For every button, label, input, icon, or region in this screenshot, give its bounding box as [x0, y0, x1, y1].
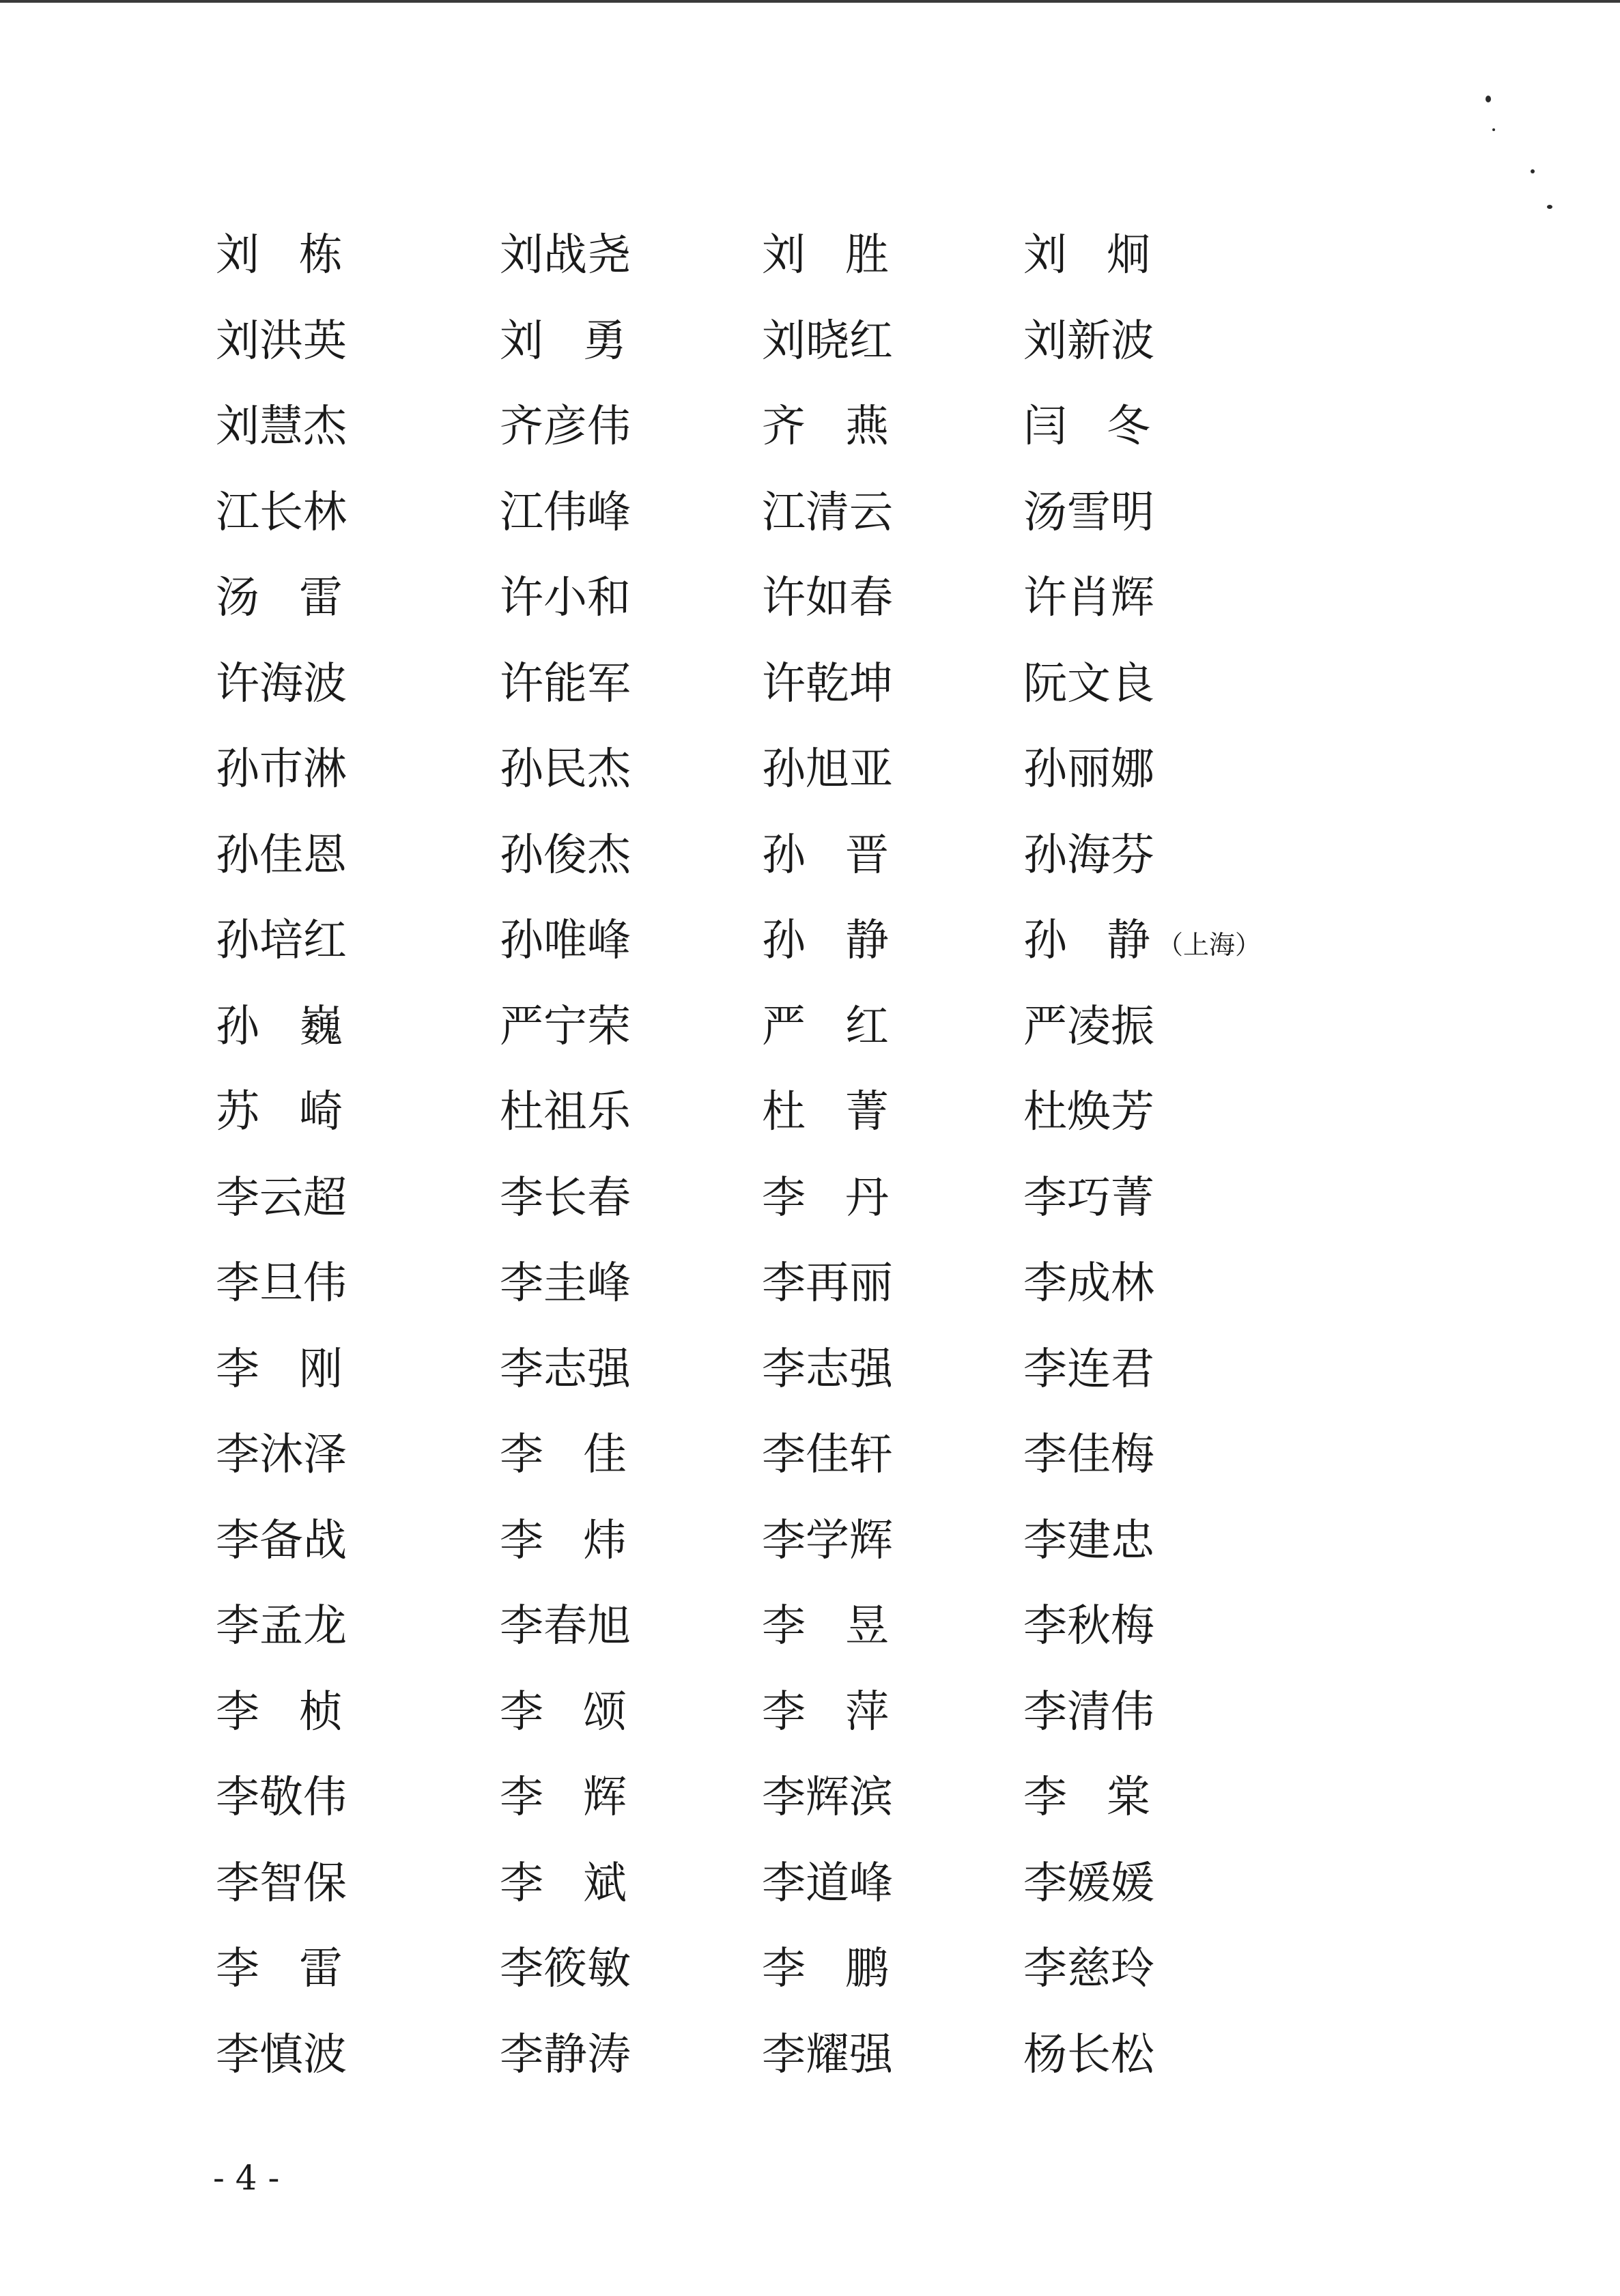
- scan-speck: [1531, 169, 1535, 173]
- name-cell: [762, 1927, 889, 2013]
- name-cell: [216, 1327, 343, 1413]
- person-name: 孙旭亚: [762, 744, 893, 795]
- person-name: 李炜: [500, 1515, 627, 1566]
- name-cell: [1023, 1156, 1154, 1242]
- person-name: 严宁荣: [500, 1001, 631, 1052]
- name-cell: [762, 384, 889, 470]
- page-number: - 4 -: [213, 2158, 280, 2198]
- person-name: 许肖辉: [1023, 573, 1154, 623]
- name-cell: [500, 213, 631, 299]
- person-name: 杨长松: [1023, 2029, 1154, 2080]
- person-name: 刘栋: [216, 230, 343, 281]
- name-cell: [1023, 813, 1154, 899]
- name-cell: [762, 556, 893, 642]
- name-cell: [500, 384, 631, 470]
- person-name: 李敬伟: [216, 1772, 347, 1823]
- person-name: 李春旭: [500, 1601, 631, 1652]
- person-name: 闫冬: [1023, 401, 1150, 452]
- name-cell: [762, 727, 893, 813]
- name-cell: [1023, 384, 1150, 470]
- scan-speck: [1492, 128, 1495, 131]
- name-cell: [1023, 1241, 1154, 1327]
- name-cell: [500, 1755, 627, 1841]
- name-cell: [500, 1927, 631, 2013]
- name-cell: [216, 1070, 343, 1156]
- scan-speck: [1486, 96, 1491, 102]
- person-name: 刘炯: [1023, 230, 1150, 281]
- name-cell: [1023, 213, 1150, 299]
- name-row: [216, 1070, 1445, 1156]
- person-name: 李昱: [762, 1601, 889, 1652]
- name-cell: [1023, 2013, 1154, 2099]
- person-name: 李棠: [1023, 1772, 1150, 1823]
- name-cell: [762, 1156, 889, 1242]
- name-cell: [762, 2013, 893, 2099]
- name-cell: [1023, 1327, 1154, 1413]
- name-cell: [500, 556, 631, 642]
- name-cell: [216, 1499, 347, 1585]
- name-cell: [1023, 1070, 1154, 1156]
- person-name: 孙唯峰: [500, 916, 631, 966]
- name-row: [216, 813, 1445, 899]
- person-name: 汤雷: [216, 573, 343, 623]
- person-name: 李刚: [216, 1344, 343, 1395]
- person-name: 江长林: [216, 487, 347, 538]
- name-cell: [1023, 642, 1154, 728]
- name-cell: [216, 1755, 347, 1841]
- person-name: 李佳: [500, 1430, 627, 1480]
- name-cell: [762, 642, 893, 728]
- person-name: 刘洪英: [216, 315, 347, 367]
- person-name: 李秋梅: [1023, 1601, 1154, 1652]
- name-cell: [762, 984, 889, 1071]
- name-annotation: （上海）: [1157, 930, 1262, 960]
- person-name: 孙静: [1023, 916, 1150, 966]
- name-cell: [500, 470, 631, 556]
- name-cell: [1023, 1755, 1150, 1841]
- person-name: 许乾坤: [762, 658, 893, 709]
- person-name: 李长春: [500, 1172, 631, 1223]
- name-cell: [500, 1241, 631, 1327]
- person-name: 刘勇: [500, 315, 627, 367]
- name-row: [216, 384, 1445, 470]
- person-name: 李道峰: [762, 1858, 893, 1909]
- name-cell: [762, 1841, 893, 1927]
- person-name: 孙巿淋: [216, 744, 347, 795]
- person-name: 李佳梅: [1023, 1430, 1154, 1480]
- person-name: 李孟龙: [216, 1601, 347, 1652]
- name-cell: [762, 470, 893, 556]
- name-row: [216, 213, 1445, 299]
- person-name: 李鹏: [762, 1944, 889, 1994]
- person-name: 李再丽: [762, 1258, 893, 1309]
- person-name: 李辉滨: [762, 1772, 893, 1823]
- name-cell: [1023, 299, 1154, 385]
- name-cell: [500, 299, 627, 385]
- person-name: 李旦伟: [216, 1258, 347, 1309]
- name-row: [216, 299, 1445, 385]
- person-name: 孙晋: [762, 830, 889, 881]
- name-row: [216, 1499, 1445, 1585]
- person-name: 李慎波: [216, 2029, 347, 2080]
- name-cell: [762, 1755, 893, 1841]
- person-name: 李丹: [762, 1172, 889, 1223]
- person-name: 苏崎: [216, 1087, 343, 1137]
- name-row: [216, 898, 1445, 984]
- name-row: [216, 470, 1445, 556]
- name-cell: [500, 898, 631, 984]
- person-name: 李建忠: [1023, 1515, 1154, 1566]
- person-name: 严红: [762, 1001, 889, 1052]
- person-name: 李连君: [1023, 1344, 1154, 1395]
- person-name: 江伟峰: [500, 487, 631, 538]
- person-name: 阮文良: [1023, 658, 1154, 709]
- name-row: [216, 1755, 1445, 1841]
- name-cell: [762, 1584, 889, 1670]
- name-cell: [500, 1670, 627, 1756]
- person-name: 李巧菁: [1023, 1172, 1154, 1223]
- name-row: [216, 984, 1445, 1071]
- name-cell: [1023, 898, 1261, 984]
- person-name: 刘慧杰: [216, 401, 347, 452]
- person-name: 孙巍: [216, 1001, 343, 1052]
- person-name: 李慈玲: [1023, 1944, 1154, 1994]
- name-cell: [216, 1156, 347, 1242]
- person-name: 汤雪明: [1023, 487, 1154, 538]
- person-name: 李志强: [500, 1344, 631, 1395]
- name-cell: [500, 813, 631, 899]
- name-cell: [216, 984, 343, 1071]
- name-cell: [500, 1413, 627, 1499]
- name-cell: [762, 1327, 893, 1413]
- person-name: 许如春: [762, 573, 893, 623]
- name-row: [216, 1670, 1445, 1756]
- name-cell: [216, 2013, 347, 2099]
- person-name: 李桢: [216, 1686, 343, 1738]
- person-name: 李萍: [762, 1686, 889, 1738]
- person-name: 李佳轩: [762, 1430, 893, 1480]
- name-cell: [762, 1499, 893, 1585]
- name-cell: [1023, 556, 1154, 642]
- name-cell: [500, 984, 631, 1071]
- name-cell: [1023, 1413, 1154, 1499]
- name-cell: [500, 2013, 631, 2099]
- person-name: 李媛媛: [1023, 1858, 1154, 1909]
- scan-speck: [1547, 205, 1552, 209]
- name-cell: [216, 213, 343, 299]
- name-list-table: [216, 213, 1445, 2098]
- name-cell: [216, 642, 347, 728]
- name-cell: [216, 1841, 347, 1927]
- person-name: 齐彦伟: [500, 401, 631, 452]
- person-name: 李耀强: [762, 2029, 893, 2080]
- name-cell: [1023, 1841, 1154, 1927]
- name-cell: [500, 1841, 627, 1927]
- person-name: 李志强: [762, 1344, 893, 1395]
- person-name: 许海波: [216, 658, 347, 709]
- person-name: 李静涛: [500, 2029, 631, 2080]
- person-name: 李圭峰: [500, 1258, 631, 1309]
- person-name: 江清云: [762, 487, 893, 538]
- name-cell: [762, 1070, 889, 1156]
- name-cell: [500, 1327, 631, 1413]
- name-cell: [216, 727, 347, 813]
- name-cell: [1023, 1927, 1154, 2013]
- person-name: 李成林: [1023, 1258, 1154, 1309]
- name-cell: [216, 1413, 347, 1499]
- name-cell: [216, 813, 347, 899]
- name-cell: [500, 1070, 631, 1156]
- name-cell: [1023, 727, 1154, 813]
- name-cell: [216, 1670, 343, 1756]
- name-cell: [216, 1241, 347, 1327]
- name-cell: [216, 384, 347, 470]
- name-cell: [216, 898, 347, 984]
- person-name: 李雷: [216, 1944, 343, 1994]
- name-row: [216, 727, 1445, 813]
- name-cell: [1023, 1584, 1154, 1670]
- name-cell: [762, 1670, 889, 1756]
- name-row: [216, 1927, 1445, 2013]
- person-name: 孙丽娜: [1023, 744, 1154, 795]
- person-name: 杜菁: [762, 1087, 889, 1137]
- name-row: [216, 1327, 1445, 1413]
- person-name: 李清伟: [1023, 1686, 1154, 1738]
- person-name: 李智保: [216, 1858, 347, 1909]
- name-row: [216, 556, 1445, 642]
- name-cell: [500, 727, 631, 813]
- top-edge-rule: [0, 0, 1620, 3]
- name-row: [216, 2013, 1445, 2099]
- person-name: 刘胜: [762, 230, 889, 281]
- name-cell: [762, 213, 889, 299]
- name-row: [216, 1584, 1445, 1670]
- person-name: 孙海芬: [1023, 830, 1154, 881]
- person-name: 许能军: [500, 658, 631, 709]
- person-name: 李云超: [216, 1172, 347, 1223]
- name-cell: [500, 642, 631, 728]
- name-cell: [216, 556, 343, 642]
- person-name: 刘新波: [1023, 315, 1154, 367]
- name-cell: [1023, 984, 1154, 1071]
- name-cell: [216, 1927, 343, 2013]
- name-cell: [500, 1156, 631, 1242]
- name-cell: [216, 299, 347, 385]
- name-cell: [762, 898, 889, 984]
- person-name: 李筱敏: [500, 1944, 631, 1994]
- name-cell: [762, 1241, 893, 1327]
- person-name: 杜焕芳: [1023, 1087, 1154, 1137]
- name-cell: [1023, 1670, 1154, 1756]
- name-cell: [216, 1584, 347, 1670]
- person-name: 李备战: [216, 1515, 347, 1566]
- person-name: 李辉: [500, 1772, 627, 1823]
- person-name: 李沐泽: [216, 1430, 347, 1480]
- person-name: 李斌: [500, 1858, 627, 1909]
- name-cell: [762, 813, 889, 899]
- person-name: 刘战尧: [500, 230, 631, 281]
- name-cell: [500, 1499, 627, 1585]
- person-name: 孙民杰: [500, 744, 631, 795]
- person-name: 李学辉: [762, 1515, 893, 1566]
- person-name: 孙静: [762, 916, 889, 966]
- name-cell: [1023, 470, 1154, 556]
- person-name: 齐燕: [762, 401, 889, 452]
- person-name: 严凌振: [1023, 1001, 1154, 1052]
- name-row: [216, 642, 1445, 728]
- name-row: [216, 1413, 1445, 1499]
- person-name: 李颂: [500, 1686, 627, 1738]
- person-name: 杜祖乐: [500, 1087, 631, 1137]
- name-cell: [216, 470, 347, 556]
- person-name: 孙俊杰: [500, 830, 631, 881]
- name-row: [216, 1241, 1445, 1327]
- person-name: 孙培红: [216, 916, 347, 966]
- person-name: 许小和: [500, 573, 631, 623]
- name-cell: [762, 1413, 893, 1499]
- name-cell: [762, 299, 893, 385]
- name-row: [216, 1156, 1445, 1242]
- name-cell: [1023, 1499, 1154, 1585]
- name-cell: [500, 1584, 631, 1670]
- name-row: [216, 1841, 1445, 1927]
- person-name: 刘晓红: [762, 315, 893, 367]
- person-name: 孙佳恩: [216, 830, 347, 881]
